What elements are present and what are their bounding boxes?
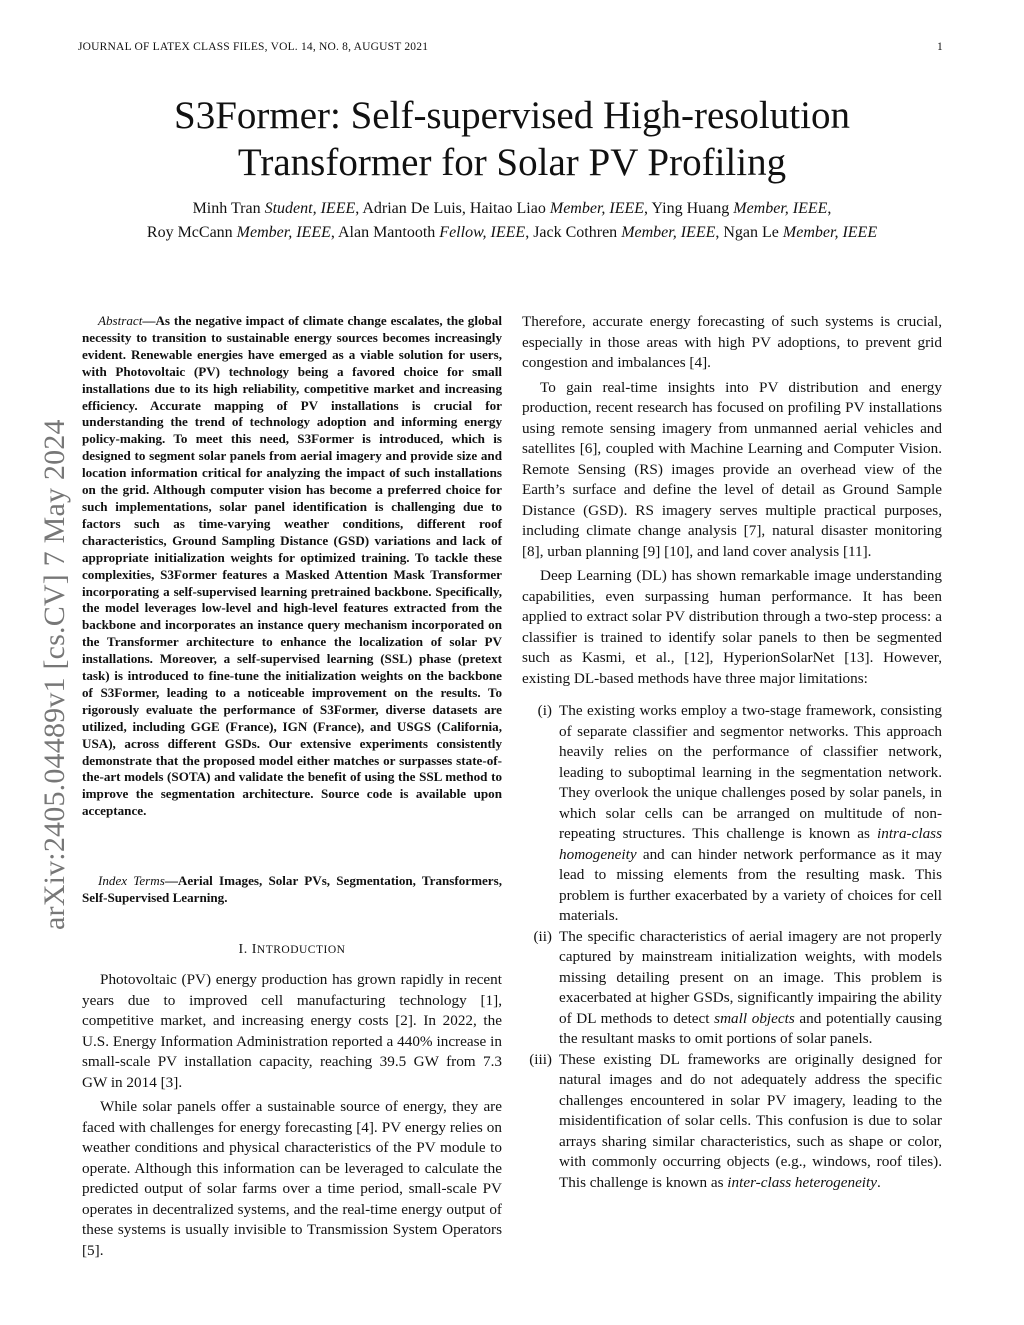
list-marker: (iii) [529, 1050, 552, 1068]
section-title-first: I [251, 942, 257, 957]
index-terms-label: Index Terms [98, 873, 165, 888]
list-text: The existing works employ a two-stage framework, consisting of separate classifier and segmentor networks. This approach heavily relies on the performance of classifier network, leading to suboptimal learning in the segmentation network. They overlook the unique challenges posed by solar panels, in which solar cells can be arranged on multitude of non-repeating structures. This challenge is known as [559, 702, 942, 842]
arxiv-stamp: arXiv:2405.04489v1 [cs.CV] 7 May 2024 [38, 419, 71, 930]
author-role: Member, IEEE [621, 224, 716, 241]
author-name: Roy McCann [146, 224, 233, 241]
paragraph: Photovoltaic (PV) energy production has grown rapidly in recent years due to improved cell manufacturing technology [1], competitive market, and increasing energy costs [2]. In 2022, the U.S. Energy Information Administration reported a 440% increase in small-scale PV installation capacity, reaching 39.5 GW from 7.3 GW in 2014 [3]. [82, 971, 502, 1091]
author-role: Student, IEEE [264, 200, 356, 217]
list-text: and potentially causing the resultant masks to omit portions of solar panels. [559, 1009, 942, 1047]
list-emphasis: inter-class heterogeneity [727, 1173, 877, 1191]
author-list [40, 197, 984, 245]
author-line-1 [40, 197, 984, 221]
author-role: Fellow, IEEE [439, 224, 526, 241]
author-role: Member, IEEE [782, 224, 878, 241]
list-emphasis: small objects [714, 1009, 795, 1027]
author-separator: , [827, 200, 832, 217]
paper-title [60, 92, 964, 186]
author-role: Member, IEEE [236, 224, 331, 241]
list-text: The specific characteristics of aerial imagery are not properly captured by mainstream initialization weights, with models missing detailing present on an image. This problem is exacerbated at higher GSDs, significantly impairing the ability of DL methods to detect [559, 927, 942, 1027]
page-number: 1 [937, 41, 943, 53]
author-line-2 [40, 221, 984, 245]
left-column-body [82, 970, 502, 1261]
section-heading [82, 942, 502, 958]
list-emphasis: intra-class homogeneity [559, 825, 942, 863]
list-text: and can hinder network performance as it may lead to missing elements from the resulting mask. This problem is further exacerbated by a variety of choices for cell materials. [559, 845, 942, 924]
title-line-2: Transformer for Solar PV Profiling [237, 141, 787, 184]
paragraph: To gain real-time insights into PV distribution and energy production, recent research has focused on profiling PV installations using remote sensing imagery from unmanned aerial vehicles and satellites [6], coupled with Machine Learning and Computer Vision. Remote Sensing (RS) images provide an overhead view of the Earth’s surface and define the level of detail as Ground Sample Distance (GSD). RS imagery serves multiple practical purposes, including climate change analysis [7], natural disaster monitoring [8], urban planning [9] [10], and land cover analysis [11]. [522, 378, 942, 560]
author-name: , Ying Huang [644, 200, 730, 217]
index-terms-text: —Aerial Images, Solar PVs, Segmentation, Transformers, Self-Supervised Learning. [82, 873, 502, 905]
right-column-body [522, 312, 942, 1193]
author-name: , Jack Cothren [525, 224, 618, 241]
author-role: Member, IEEE [733, 200, 828, 217]
author-name: Minh Tran [192, 200, 261, 217]
list-item [522, 1050, 942, 1194]
abstract-label: Abstract [98, 313, 143, 328]
list-text: These existing DL frameworks are originally designed for natural images and do not adequately address the specific challenges encountered in solar PV imagery, leading to the misidentification of solar cells. This confusion is due to solar arrays sharing similar characteristics, such as shape or color, with commonly occurring objects (e.g., windows, roof tiles). This challenge is known as [559, 1050, 942, 1191]
list-item [522, 927, 942, 1050]
section-title-rest: NTRODUCTION [256, 944, 346, 956]
running-header: JOURNAL OF LATEX CLASS FILES, VOL. 14, NO. 8, AUGUST 2021 [78, 41, 429, 53]
author-name: , Adrian De Luis, Haitao Liao [355, 200, 546, 217]
abstract-text: —As the negative impact of climate change escalates, the global necessity to transition to sustainable energy sources becomes increasingly evident. Renewable energies have emerged as a viable solution for users, with Photovoltaic (PV) technology being a favored choice for small installations due to its high reliability, competitive market and increasing efficiency. Accurate mapping of PV installations is crucial for understanding the trend of technology adoption and informing energy policy-making. To meet this need, S3Former is introduced, which is designed to segment solar panels from aerial imagery and provide size and location information critical for analyzing the impact of such installations on the grid. Although computer vision has become a preferred choice for such implementations, solar panel identification is challenging due to factors such as time-varying weather conditions, different roof characteristics, Ground Sampling Distance (GSD) variations and lack of appropriate initialization weights for optimized training. To tackle these complexities, S3Former features a Masked Attention Mask Transformer incorporating a self-supervised learning pretrained backbone. Specifically, the model leverages low-level and high-level features extracted from the backbone and incorporates an instance query mechanism incorporated on the Transformer architecture to enhance the localization of solar PV installations. Moreover, a self-supervised learning (SSL) phase (pretext task) is introduced to fine-tune the initialization weights on the backbone of S3Former, leading to a noticeable improvement on the results. To rigorously evaluate the performance of S3Former, diverse datasets are utilized, including GGE (France), IGN (France), and USGS (California, USA), across different GSDs. Our extensive experiments consistently demonstrate that the proposed model either matches or surpasses state-of-the-art models (SOTA) and validate the benefit of using the SSL method to improve the segmentation architecture. Source code is available upon acceptance. [82, 313, 502, 819]
list-item [522, 701, 942, 927]
author-name: , Alan Mantooth [330, 224, 436, 241]
author-role: Member, IEEE [549, 200, 645, 217]
list-text: . [877, 1173, 881, 1191]
list-marker: (ii) [533, 927, 552, 945]
section-number: I. [238, 942, 248, 957]
abstract [82, 313, 502, 820]
paragraph: While solar panels offer a sustainable source of energy, they are faced with challenges for energy forecasting [4]. PV energy relies on weather conditions and physical characteristics of the PV module to operate. Although this information can be leveraged to calculate the predicted output of solar farms over a time period, small-scale PV operates in decentralized systems, and the real-time energy output of these systems is usually invisible to Transmission System Operators [5]. [82, 1098, 502, 1259]
paragraph: Deep Learning (DL) has shown remarkable image understanding capabilities, even surpassing human performance. It has been applied to extract solar PV distribution through a two-step process: a classifier is trained to identify solar panels to then be segmented such as Kasmi, et al., [12], HyperionSolarNet [13]. However, existing DL-based methods have three major limitations: [522, 567, 942, 687]
author-name: , Ngan Le [715, 224, 779, 241]
title-line-1: S3Former: Self-supervised High-resolution [174, 94, 850, 137]
list-marker: (i) [537, 702, 552, 719]
paragraph: Therefore, accurate energy forecasting of such systems is crucial, especially in those areas with high PV adoptions, to prevent grid congestion and imbalances [4]. [522, 313, 942, 371]
index-terms [82, 873, 502, 907]
limitations-list [522, 701, 942, 1193]
